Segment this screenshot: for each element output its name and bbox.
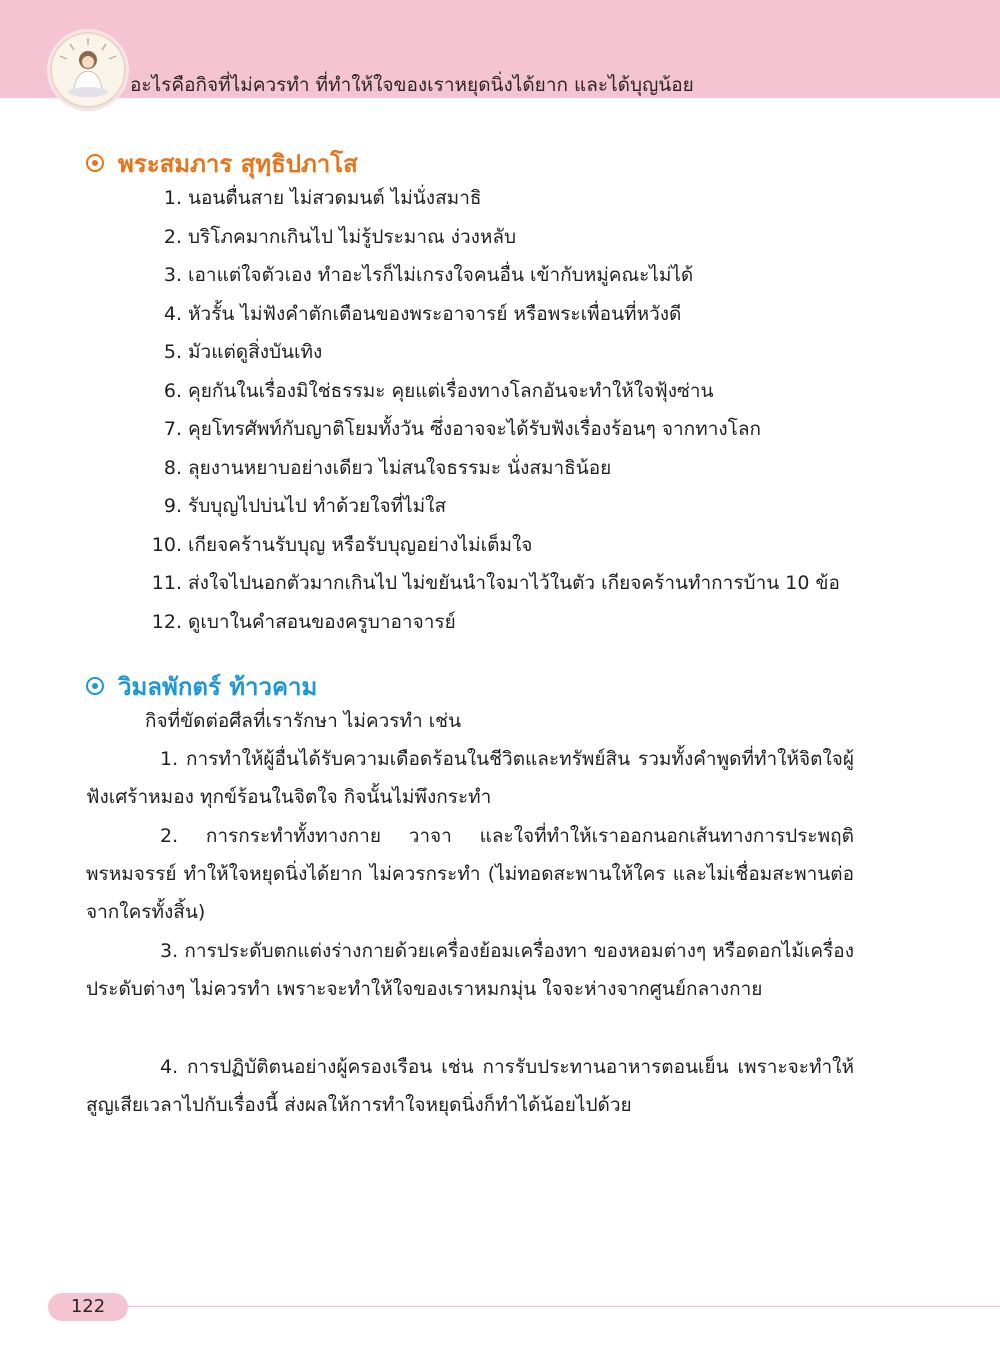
list-item-text: เกียจคร้านรับบุญ หรือรับบุญอย่างไม่เต็มใจ <box>188 533 533 556</box>
list-item-text: มัวแต่ดูสิ่งบันเทิง <box>188 341 323 363</box>
list-item-text: บริโภคมากเกินไป ไม่รู้ประมาณ ง่วงหลับ <box>188 225 517 248</box>
list-item <box>140 610 456 634</box>
section-intro: กิจที่ขัดต่อศีลที่เรารักษา ไม่ควรทำ เช่น <box>145 710 462 732</box>
list-item-text: ดูเบาในคำสอนของครูบาอาจารย์ <box>188 610 456 633</box>
paragraph-4: 4. การปฏิบัติตนอย่างผู้ครองเรือน เช่น การรับประทานอาหารตอนเย็น เพราะจะทำให้สูญเสียเวลาไปกับเรื่องนี้ ส่งผลให้การทำใจหยุดนิ่งก็ทำได้น้อยไปด้วย <box>86 1056 854 1116</box>
footer-divider <box>120 1306 1000 1307</box>
page-number: 122 <box>48 1293 128 1321</box>
list-item-number: 12. <box>151 610 182 633</box>
list-item-number: 5. <box>163 341 182 363</box>
list-item-number: 4. <box>163 302 182 325</box>
meditation-logo-icon <box>50 32 126 108</box>
list-item-text: รับบุญไปบ่นไป ทำด้วยใจที่ไม่ใส <box>188 495 447 517</box>
section-title-author-1: พระสมภาร สุทฺธิปภาโส <box>86 144 358 183</box>
list-item <box>140 186 481 210</box>
paragraph-1: 1. การทำให้ผู้อื่นได้รับความเดือดร้อนในชีวิตและทรัพย์สิน รวมทั้งคำพูดที่ทำให้จิตใจผู้ฟังเศร้าหมอง ทุกข์ร้อนในจิตใจ กิจนั้นไม่พึงกระทำ <box>86 748 854 808</box>
list-item-text: นอนตื่นสาย ไม่สวดมนต์ ไม่นั่งสมาธิ <box>188 187 482 209</box>
list-item <box>140 533 532 557</box>
list-item-number: 6. <box>163 379 182 402</box>
list-item-number: 7. <box>163 418 182 440</box>
list-item <box>140 340 322 364</box>
list-item <box>140 379 714 403</box>
list-item-text: ลุยงานหยาบอย่างเดียว ไม่สนใจธรรมะ นั่งสมาธิน้อย <box>188 456 612 479</box>
list-item-number: 9. <box>163 495 182 517</box>
list-item-text: คุยโทรศัพท์กับญาติโยมทั้งวัน ซึ่งอาจจะได้รับฟังเรื่องร้อนๆ จากทางโลก <box>188 418 761 440</box>
list-item-text: หัวรั้น ไม่ฟังคำตักเตือนของพระอาจารย์ หรือพระเพื่อนที่หวังดี <box>188 302 682 325</box>
list-item-text: คุยกันในเรื่องมิใช่ธรรมะ คุยแต่เรื่องทางโลกอันจะทำให้ใจฟุ้งซ่าน <box>188 379 714 402</box>
list-item-number: 1. <box>163 187 182 209</box>
list-item <box>140 263 693 287</box>
list-item <box>140 571 840 595</box>
list-item <box>140 417 761 441</box>
list-item <box>140 456 611 480</box>
list-item <box>140 302 681 326</box>
paragraph-2: 2. การกระทำทั้งทางกาย วาจา และใจที่ทำให้เราออกนอกเส้นทางการประพฤติพรหมจรรย์ ทำให้ใจหยุดนิ่งได้ยาก ไม่ควรกระทำ (ไม่ทอดสะพานให้ใคร และไม่เชื่อมสะพานต่อจากใครทั้งสิ้น) <box>86 825 854 923</box>
list-item-text: เอาแต่ใจตัวเอง ทำอะไรก็ไม่เกรงใจคนอื่น เข้ากับหมู่คณะไม่ได้ <box>188 264 694 286</box>
bullet-icon <box>86 677 104 695</box>
list-item-number: 10. <box>151 533 182 556</box>
list-item <box>140 225 516 249</box>
section-title-author-2: วิมลพักตร์ ท้าวคาม <box>86 667 317 706</box>
bullet-icon <box>86 154 104 172</box>
list-item-number: 11. <box>151 572 182 594</box>
list-item <box>140 494 446 518</box>
list-item-number: 2. <box>163 225 182 248</box>
header-title: อะไรคือกิจที่ไม่ควรทำ ที่ทำให้ใจของเราหยุดนิ่งได้ยาก และได้บุญน้อย <box>130 74 694 96</box>
list-item-number: 3. <box>163 264 182 286</box>
list-item-text: ส่งใจไปนอกตัวมากเกินไป ไม่ขยันนำใจมาไว้ในตัว เกียจคร้านทำการบ้าน 10 ข้อ <box>188 572 840 594</box>
list-item-number: 8. <box>163 456 182 479</box>
paragraph-3: 3. การประดับตกแต่งร่างกายด้วยเครื่องย้อมเครื่องทา ของหอมต่างๆ หรือดอกไม้เครื่องประดับต่างๆ ไม่ควรทำ เพราะจะทำให้ใจของเราหมกมุ่น ใจจะห่างจากศูนย์กลางกาย <box>86 940 854 1000</box>
